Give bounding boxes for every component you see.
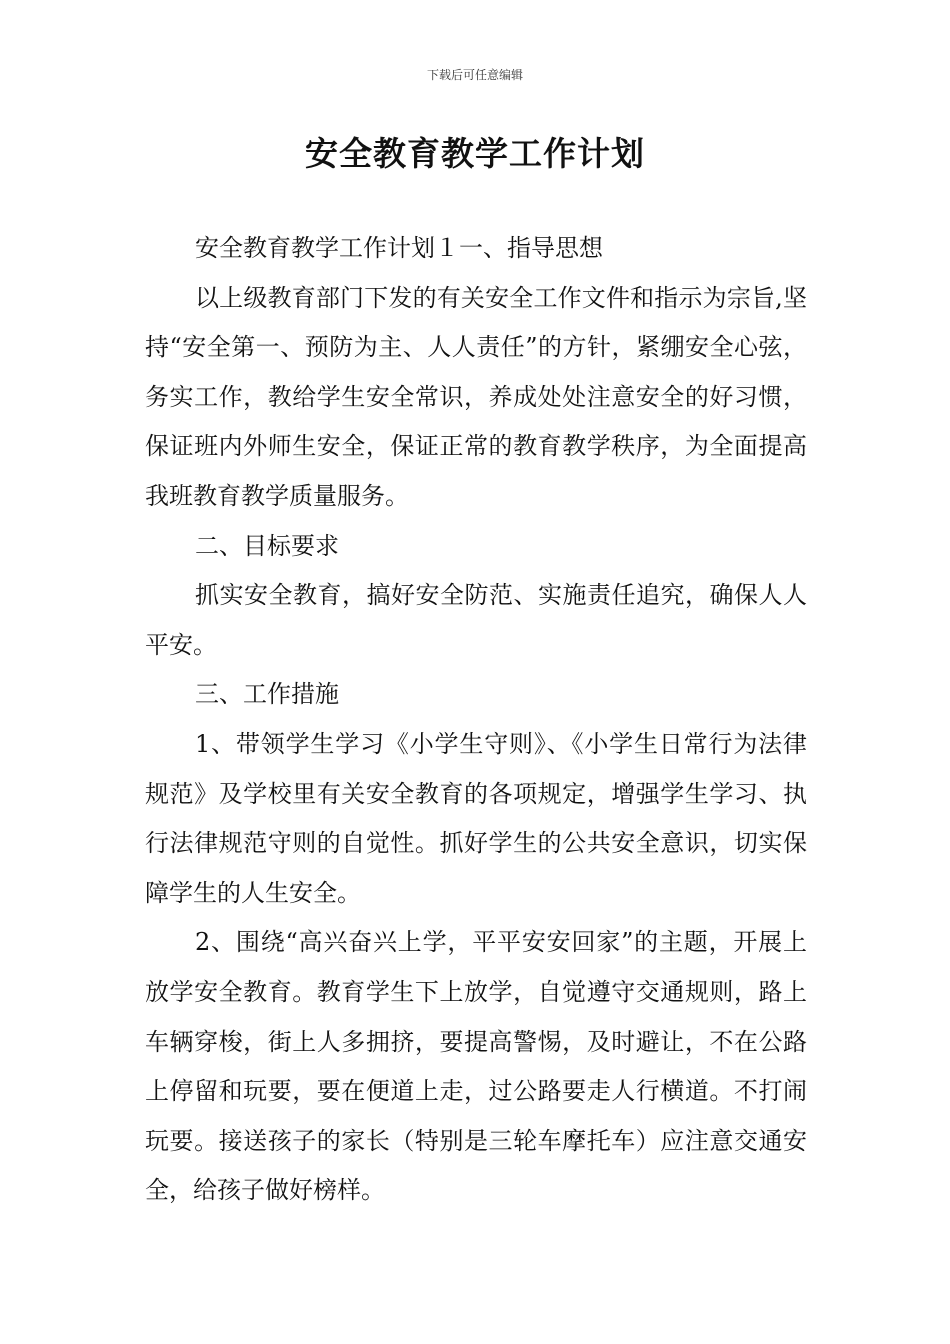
paragraph-goals: 抓实安全教育，搞好安全防范、实施责任追究，确保人人平安。 [145, 581, 807, 659]
paragraph-measure-2: 2、围绕“高兴奋兴上学，平平安安回家”的主题，开展上放学安全教育。教育学生下上放学，自觉遵守交通规则，路上车辆穿梭，街上人多拥挤，要提高警惕，及时避让，不在公路上停留和玩要，要在便道上走，过公路要走人行横道。不打闹玩要。接送孩子的家长（特别是三轮车摩托车）应注意交通安全，给孩子做好榜样。 [145, 928, 807, 1205]
document-body [145, 224, 807, 1216]
header-note: 下载后可任意编辑 [426, 68, 523, 82]
paragraph-measure-1: 1、带领学生学习《小学生守则》、《小学生日常行为法律规范》及学校里有关安全教育的各项规定，增强学生学习、执行法律规范守则的自觉性。抓好学生的公共安全意识，切实保障学生的人生安全。 [145, 729, 807, 907]
paragraph-measures-heading: 三、工作措施 [195, 680, 339, 709]
paragraph-intro-heading: 安全教育教学工作计划１一、指导思想 [195, 234, 603, 262]
document-title: 安全教育教学工作计划 [305, 134, 645, 173]
paragraph-goals-heading: 二、目标要求 [195, 531, 339, 560]
paragraph-guiding-thought: 以上级教育部门下发的有关安全工作文件和指示为宗旨,坚持“安全第一、预防为主、人人责任”的方针，紧绷安全心弦，务实工作，教给学生安全常识，养成处处注意安全的好习惯，保证班内外师生安全，保证正常的教育教学秩序，为全面提高我班教育教学质量服务。 [145, 283, 807, 510]
